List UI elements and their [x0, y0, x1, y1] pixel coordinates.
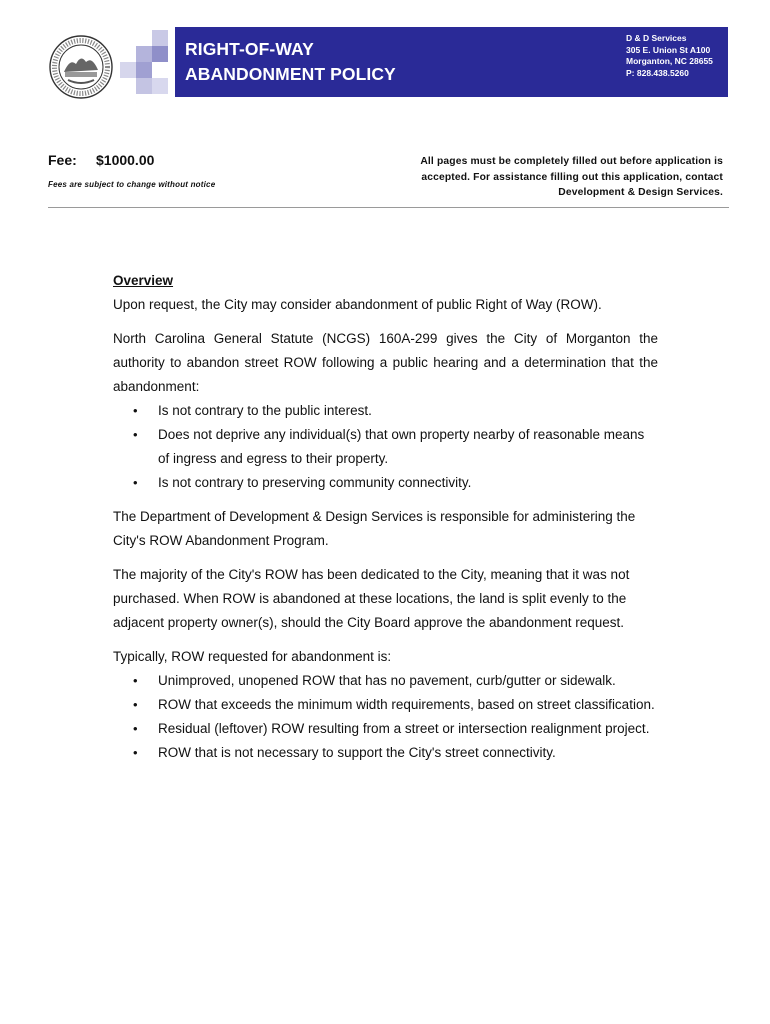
list-item: [113, 423, 658, 471]
bullet-icon: •: [133, 697, 138, 712]
list-item-text: Residual (leftover) ROW resulting from a street or intersection realignment project.: [158, 721, 650, 736]
typical-paragraph: Typically, ROW requested for abandonment is:: [113, 649, 392, 664]
list-item: [113, 693, 658, 717]
statute-list: [113, 399, 658, 495]
list-item-text: Is not contrary to preserving community connectivity.: [158, 475, 472, 490]
bullet-icon: •: [133, 427, 138, 442]
bullet-icon: •: [133, 475, 138, 490]
contact-phone: P: 828.438.5260: [626, 67, 689, 78]
list-item-text: ROW that exceeds the minimum width requirements, based on street classification.: [158, 697, 655, 712]
instructions-line-1: All pages must be completely filled out before application is: [420, 156, 723, 167]
bullet-icon: •: [133, 721, 138, 736]
list-item-text: Unimproved, unopened ROW that has no pavement, curb/gutter or sidewalk.: [158, 673, 616, 688]
fee-label: Fee:: [48, 152, 77, 168]
section-heading: Overview: [113, 273, 174, 288]
list-item: [113, 669, 658, 693]
bullet-icon: •: [133, 403, 138, 418]
list-item: [113, 471, 658, 495]
majority-paragraph: The majority of the City's ROW has been dedicated to the City, meaning that it was not purchased. When ROW is abandoned at these locations, the land is split evenly to the adjacent property owner(s), should the City Board approve the abandonment request.: [113, 567, 630, 630]
department-paragraph: The Department of Development & Design Services is responsible for administering the City's ROW Abandonment Program.: [113, 509, 636, 548]
list-item-text: Does not deprive any individual(s) that own property nearby of reasonable means of ingress and egress to their property.: [158, 427, 645, 466]
city-seal-icon: [48, 34, 114, 100]
fee-row: [48, 152, 154, 168]
header-banner: [175, 27, 728, 97]
instructions-line-3: Development & Design Services.: [558, 187, 723, 198]
list-item-text: ROW that is not necessary to support the City's street connectivity.: [158, 745, 556, 760]
bullet-icon: •: [133, 673, 138, 688]
fee-amount: $1000.00: [96, 152, 155, 168]
contact-name: D & D Services: [626, 33, 687, 43]
document-title: [185, 37, 396, 87]
list-item: [113, 741, 658, 765]
divider: [48, 207, 729, 208]
bullet-icon: •: [133, 745, 138, 760]
contact-city: Morganton, NC 28655: [626, 56, 713, 66]
instructions-line-2: accepted. For assistance filling out this application, contact: [421, 171, 723, 183]
list-item: [113, 399, 658, 423]
intro-paragraph: Upon request, the City may consider abandonment of public Right of Way (ROW).: [113, 297, 602, 312]
document-body: [113, 269, 658, 775]
contact-block: [626, 33, 713, 79]
list-item: [113, 717, 658, 741]
statute-paragraph: North Carolina General Statute (NCGS) 160A-299 gives the City of Morganton the authority to abandon street ROW following a public hearing and a determination that the abandonment:: [113, 331, 658, 394]
fee-note: Fees are subject to change without notice: [48, 180, 216, 189]
contact-address: 305 E. Union St A100: [626, 44, 711, 55]
typical-list: [113, 669, 658, 765]
decorative-squares: [116, 28, 176, 98]
title-line-1: RIGHT-OF-WAY: [185, 39, 314, 59]
instructions: [383, 154, 723, 201]
list-item-text: Is not contrary to the public interest.: [158, 403, 372, 418]
title-line-2: ABANDONMENT POLICY: [185, 64, 396, 84]
